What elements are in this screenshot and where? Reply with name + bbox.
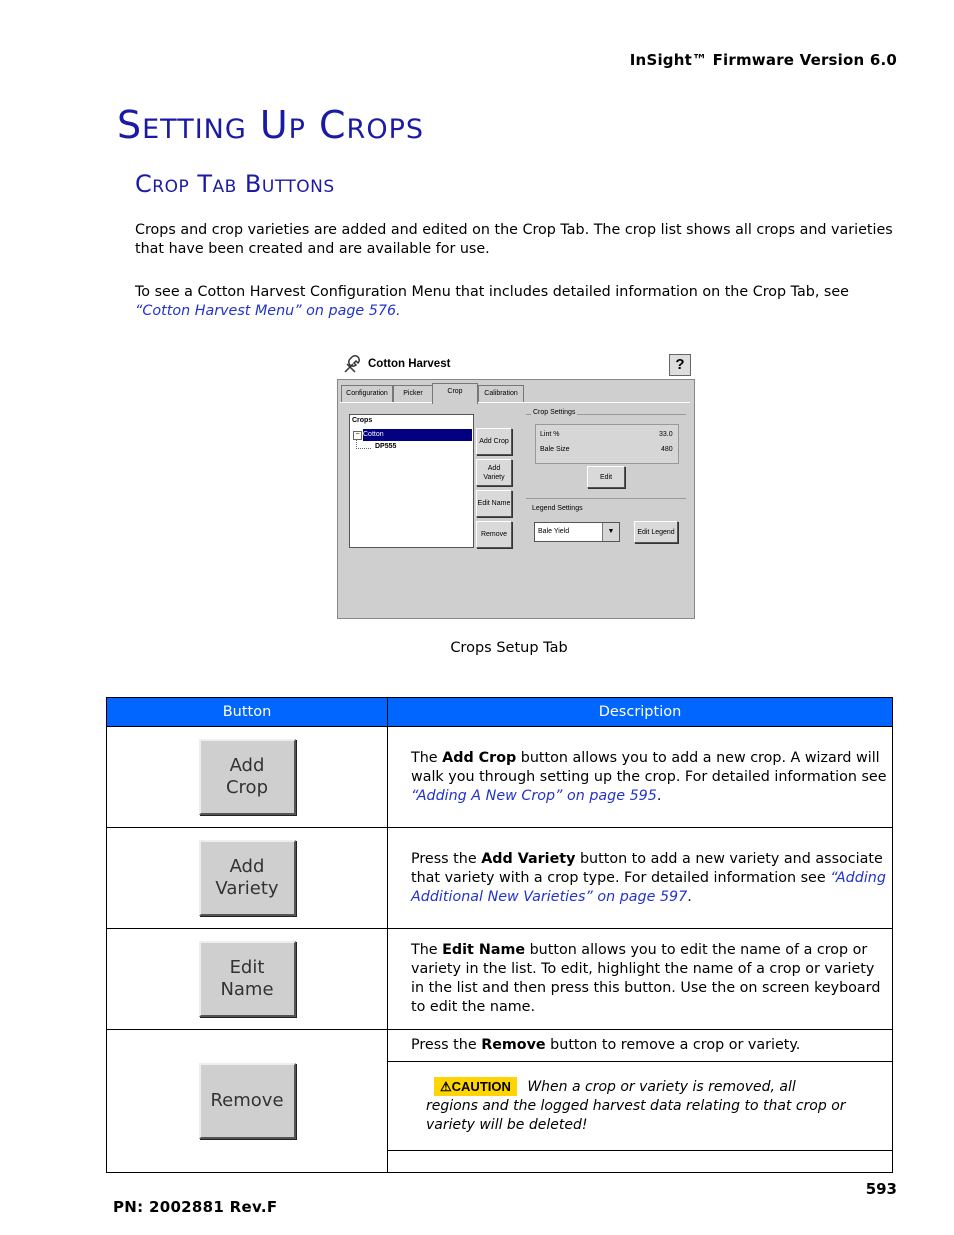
add-variety-button-image: Add Variety: [199, 840, 296, 916]
running-header: InSight™ Firmware Version 6.0: [629, 51, 897, 69]
tree-branch: [356, 440, 371, 449]
adding-new-crop-link[interactable]: “Adding A New Crop” on page 595: [411, 787, 657, 804]
desc-bold: Remove: [481, 1037, 546, 1053]
table-row: [107, 727, 893, 828]
bale-size-label: Bale Size: [540, 446, 570, 453]
adding-new-varieties-link[interactable]: “Adding Additional New Varieties” on page 597: [411, 869, 886, 905]
table-header-row: [107, 698, 893, 727]
app-title: Cotton Harvest: [368, 358, 451, 370]
help-button[interactable]: ?: [669, 354, 691, 376]
figure-caption: Crops Setup Tab: [450, 640, 568, 656]
button-cell: [107, 828, 388, 929]
lint-label: Lint %: [540, 431, 560, 438]
desc-bold: Add Variety: [481, 850, 576, 867]
tab-calibration[interactable]: Calibration: [478, 385, 524, 402]
description-cell: [388, 1030, 893, 1062]
crop-list-item-cotton[interactable]: [363, 429, 472, 441]
crop-tab-screenshot: [337, 352, 695, 619]
tab-configuration[interactable]: Configuration: [341, 385, 393, 402]
add-crop-button-image: Add Crop: [199, 739, 296, 815]
desc-text: button to remove a crop or variety.: [545, 1037, 801, 1053]
section-title: Crop Tab Buttons: [135, 170, 335, 198]
intro-paragraph: Crops and crop varieties are added and edited on the Crop Tab. The crop list shows all crops and varieties that have been created and are available for use.: [135, 222, 893, 257]
crop-list-item-variety[interactable]: DP555: [375, 443, 397, 450]
legend-select[interactable]: [534, 522, 620, 542]
collapse-icon[interactable]: −: [353, 431, 362, 440]
screenshot-titlebar: [337, 352, 695, 378]
page-title: Setting Up Crops: [117, 103, 424, 147]
cotton-harvest-menu-link[interactable]: “Cotton Harvest Menu” on page 576.: [135, 303, 401, 319]
table-row: [107, 1030, 893, 1062]
edit-name-button[interactable]: Edit Name: [476, 490, 512, 517]
description-cell: [388, 727, 893, 828]
caution-text: When a crop or variety is removed, all regions and the logged harvest data relating to that crop or variety will be deleted!: [426, 1079, 846, 1133]
bale-size-value: 480: [661, 446, 673, 453]
table-row: [107, 929, 893, 1030]
desc-text: The: [411, 942, 443, 958]
remove-button-image: Remove: [199, 1063, 296, 1139]
remove-button[interactable]: Remove: [476, 521, 512, 548]
table-row: [107, 828, 893, 929]
button-cell: [107, 727, 388, 828]
wrench-icon: [342, 355, 362, 375]
description-cell: [388, 828, 893, 929]
button-cell: [107, 1030, 388, 1173]
button-cell: [107, 929, 388, 1030]
desc-text: .: [656, 787, 662, 804]
desc-text: The: [411, 749, 443, 766]
reference-paragraph: [135, 283, 905, 321]
desc-text: Press the: [411, 850, 482, 867]
crop-list-item-label: Cotton: [363, 431, 384, 438]
add-crop-button[interactable]: Add Crop: [476, 428, 512, 455]
page-number: 593: [865, 1180, 897, 1198]
part-number: PN: 2002881 Rev.F: [113, 1198, 278, 1216]
buttons-table: [106, 697, 893, 1173]
description-cell: [388, 929, 893, 1030]
tab-crop[interactable]: Crop: [432, 383, 478, 404]
desc-bold: Edit Name: [442, 942, 526, 958]
caution-label: CAUTION: [451, 1079, 511, 1094]
chevron-down-icon[interactable]: ▼: [602, 523, 619, 541]
edit-legend-button[interactable]: Edit Legend: [634, 521, 678, 543]
column-header-description: Description: [388, 698, 893, 727]
crop-list[interactable]: [349, 414, 474, 548]
legend-select-value: Bale Yield: [538, 528, 570, 535]
crop-settings-box: [535, 424, 679, 464]
reference-text: To see a Cotton Harvest Configuration Menu that includes detailed information on the Crop Tab, see: [135, 284, 849, 300]
crop-list-header: Crops: [352, 417, 373, 424]
caution-cell: [388, 1062, 893, 1151]
desc-text: Press the: [411, 1037, 482, 1053]
desc-text: button to add a new variety and associate that variety with a crop type. For detailed information see: [411, 850, 883, 886]
edit-crop-settings-button[interactable]: Edit: [587, 466, 625, 488]
add-variety-button[interactable]: Add Variety: [476, 459, 512, 486]
desc-text: button allows you to edit the name of a crop or variety in the list. To edit, highlight the name of a crop or variety in the list and then press this button. Use the on screen keyboard to edit the name.: [411, 942, 881, 1015]
crop-settings-label: Crop Settings: [533, 409, 576, 416]
desc-text: button allows you to add a new crop. A wizard will walk you through setting up the crop. For detailed information see: [411, 749, 887, 785]
legend-settings-label: Legend Settings: [532, 505, 583, 512]
empty-cell: [388, 1151, 893, 1173]
desc-text: .: [687, 888, 692, 905]
caution-badge: ⚠CAUTION: [434, 1077, 517, 1096]
column-header-button: Button: [107, 698, 388, 727]
edit-name-button-image: Edit Name: [199, 941, 296, 1017]
tab-picker[interactable]: Picker: [393, 385, 433, 402]
desc-bold: Add Crop: [442, 749, 517, 766]
lint-value: 33.0: [659, 431, 673, 438]
